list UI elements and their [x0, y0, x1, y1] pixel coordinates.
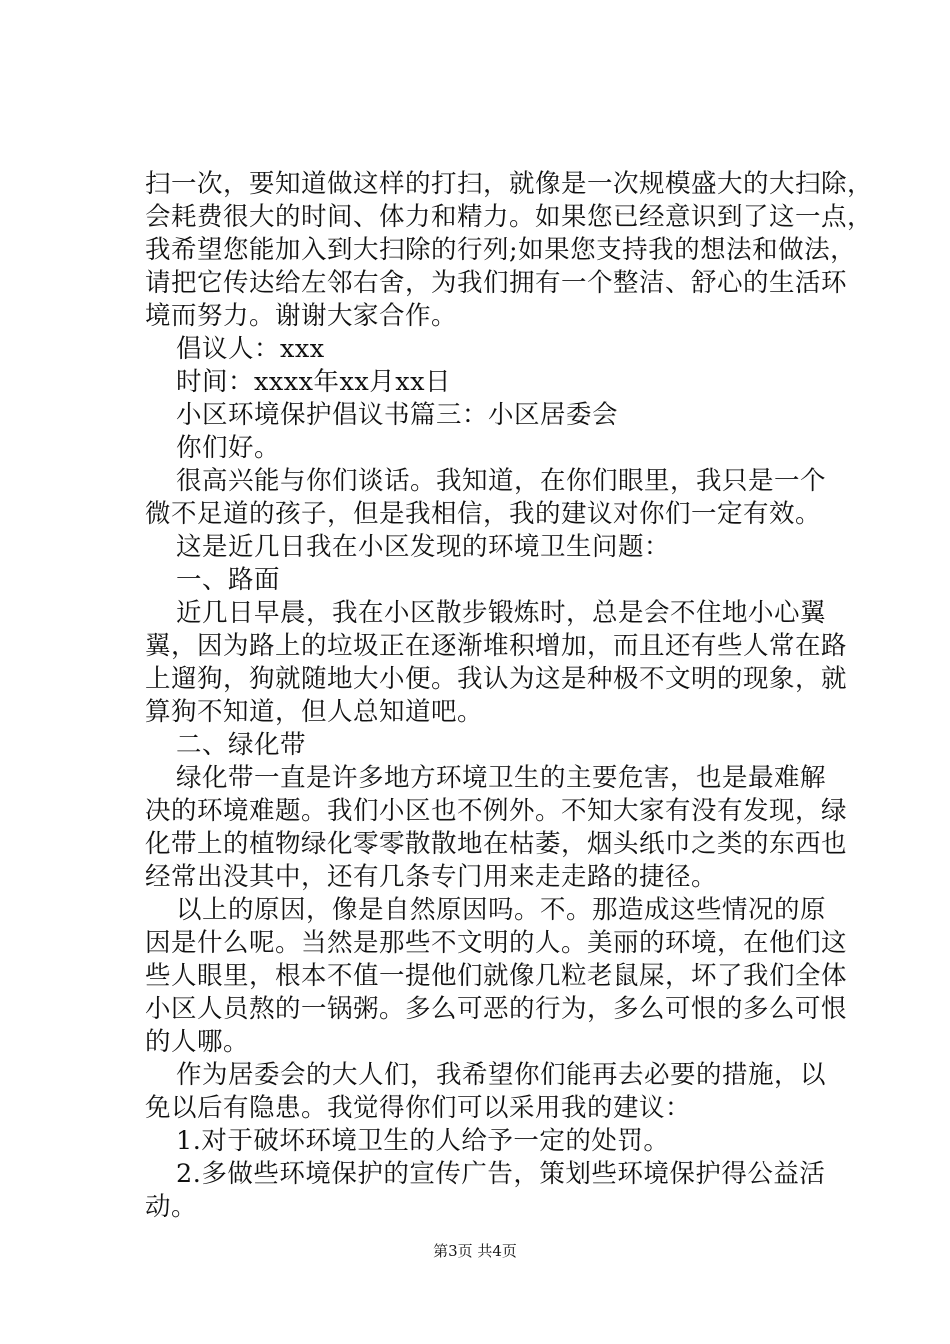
- paragraph-line: 免以后有隐患。我觉得你们可以采用我的建议：: [145, 1093, 692, 1123]
- paragraph-line: 算狗不知道，但人总知道吧。: [145, 697, 484, 727]
- list-item-continuation: 动。: [145, 1192, 198, 1222]
- text-line: 扫一次，要知道做这样的打扫，就像是一次规模盛大的大扫除，: [145, 169, 874, 199]
- paragraph-line: 些人眼里，根本不值一提他们就像几粒老鼠屎，坏了我们全体: [145, 961, 848, 991]
- greeting-line: 你们好。: [176, 433, 281, 463]
- paragraph-line: 翼，因为路上的垃圾正在逐渐堆积增加，而且还有些人常在路: [145, 631, 848, 661]
- text-line: 会耗费很大的时间、体力和精力。如果您已经意识到了这一点，: [145, 202, 874, 232]
- date-line: 时间：xxxx年xx月xx日: [176, 367, 452, 397]
- signer-line: 倡议人：xxx: [176, 334, 325, 364]
- paragraph-line: 作为居委会的大人们，我希望你们能再去必要的措施，以: [176, 1060, 827, 1090]
- paragraph-line: 近几日早晨，我在小区散步锻炼时，总是会不住地小心翼: [176, 598, 827, 628]
- text-line: 请把它传达给左邻右舍，为我们拥有一个整洁、舒心的生活环: [145, 268, 848, 298]
- paragraph-line: 因是什么呢。当然是那些不文明的人。美丽的环境，在他们这: [145, 928, 848, 958]
- document-body: [145, 168, 874, 1224]
- list-item: 1.对于破坏环境卫生的人给予一定的处罚。: [176, 1126, 670, 1156]
- paragraph-line: 以上的原因，像是自然原因吗。不。那造成这些情况的原: [176, 895, 827, 925]
- paragraph-line: 绿化带一直是许多地方环境卫生的主要危害，也是最难解: [176, 763, 827, 793]
- page-number-footer: 第3页 共4页: [433, 1242, 517, 1260]
- paragraph-line: 经常出没其中，还有几条专门用来走走路的捷径。: [145, 862, 718, 892]
- paragraph-line: 很高兴能与你们谈话。我知道，在你们眼里，我只是一个: [176, 466, 827, 496]
- section-heading: 小区环境保护倡议书篇三：小区居委会: [176, 400, 619, 430]
- paragraph-line: 决的环境难题。我们小区也不例外。不知大家有没有发现，绿: [145, 796, 848, 826]
- text-line: 境而努力。谢谢大家合作。: [145, 301, 458, 331]
- subheading-greenbelt: 二、绿化带: [176, 730, 307, 760]
- paragraph-line: 这是近几日我在小区发现的环境卫生问题：: [176, 532, 671, 562]
- list-item: 2.多做些环境保护的宣传广告，策划些环境保护得公益活: [176, 1159, 826, 1189]
- paragraph-line: 微不足道的孩子，但是我相信，我的建议对你们一定有效。: [145, 499, 822, 529]
- paragraph-line: 上遛狗，狗就随地大小便。我认为这是种极不文明的现象，就: [145, 664, 848, 694]
- paragraph-line: 小区人员熬的一锅粥。多么可恶的行为，多么可恨的多么可恨: [145, 994, 848, 1024]
- text-line: 我希望您能加入到大扫除的行列;如果您支持我的想法和做法，: [145, 235, 857, 265]
- paragraph-line: 的人哪。: [145, 1027, 250, 1057]
- paragraph-line: 化带上的植物绿化零零散散地在枯萎，烟头纸巾之类的东西也: [145, 829, 848, 859]
- subheading-road: 一、路面: [176, 565, 281, 595]
